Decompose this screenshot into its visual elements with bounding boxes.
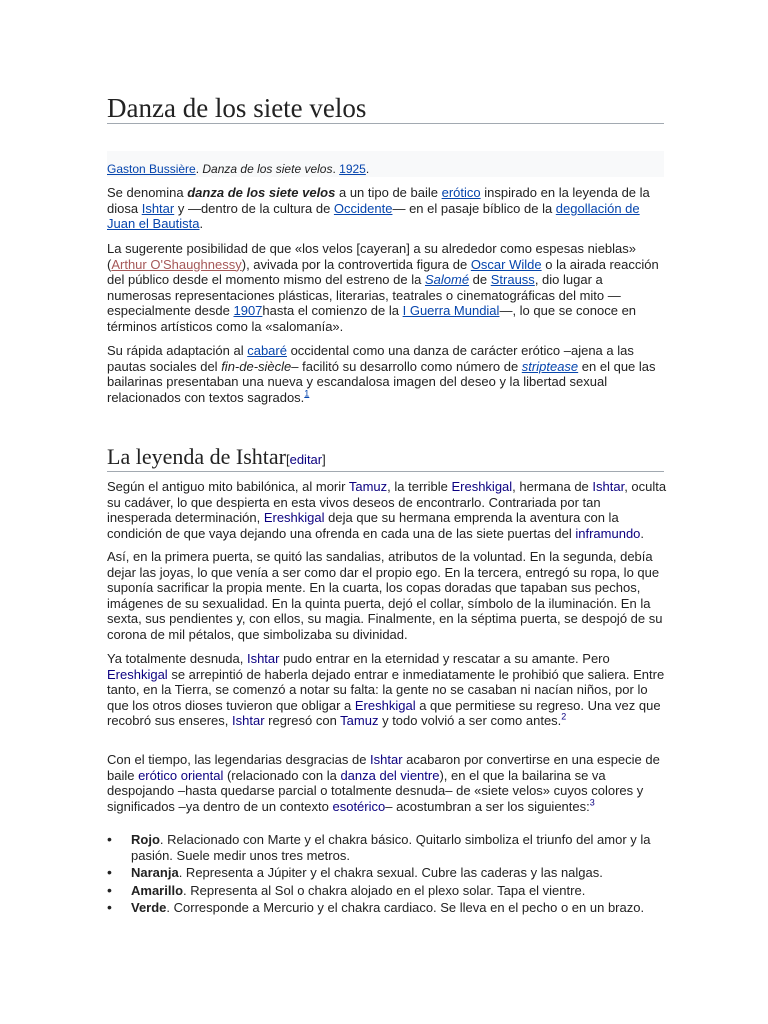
text: en el que las bailarinas presentaban una nueva y escandalosa imagen del deseo y la libertad sexual relacionados con textos sagrados. <box>107 358 656 405</box>
link-oscar-wilde[interactable]: Oscar Wilde <box>470 256 542 272</box>
link-tamuz[interactable]: Tamuz <box>348 479 388 494</box>
caption-end: . <box>365 162 370 176</box>
link-1907[interactable]: 1907 <box>233 303 263 319</box>
edit-bracket-close: ] <box>322 452 326 467</box>
link-ishtar[interactable]: Ishtar <box>592 479 625 494</box>
link-erotico-oriental[interactable]: erótico oriental <box>138 767 224 783</box>
veil-name: Amarillo <box>131 882 184 898</box>
text: deja que su hermana emprenda la aventura con la condición de que vaya dejando una ofrenda en cada una de las siete puertas del <box>107 510 619 541</box>
veil-description: . Corresponde a Mercurio y el chakra cardiaco. Se lleva en el pecho o en un brazo. <box>166 900 645 916</box>
text: , hermana de <box>512 479 593 494</box>
link-ereshkigal[interactable]: Ereshkigal <box>263 510 325 526</box>
link-salome[interactable]: Salomé <box>424 272 470 288</box>
section-paragraph-2: Así, en la primera puerta, se quitó las sandalias, atributos de la voluntad. En la segunda, debía dejar las joyas, lo que venía a ser como dar el propio ego. En la tercera, entregó su ropa, lo que suponía sacrificar la propia mente. En la cuarta, los copas doradas que tapaban sus pechos, imágenes de su sexualidad. En la quinta puerta, dejó el collar, símbolo de la iluminación. En la sexta, sus pendientes y, con ellos, su magia. Finalmente, en la séptima puerta, se despojó de su corona de mil pétalos, que simbolizaba su divinidad. <box>107 549 663 642</box>
veil-name: Rojo <box>131 832 160 847</box>
section-heading <box>107 442 664 472</box>
text: , oculta su cadáver, lo que despierta en esta vivos deseos de encontrarlo. Contrariada por tan inesperada determinación, <box>107 479 667 526</box>
caption-sep2: . <box>332 162 340 176</box>
link-ereshkigal[interactable]: Ereshkigal <box>107 666 168 682</box>
edit-section <box>286 452 326 467</box>
text: . <box>199 216 204 232</box>
caption-author-link[interactable]: Gaston Bussière <box>107 162 196 176</box>
section-paragraph-1 <box>107 479 667 541</box>
caption-sep: . <box>195 162 203 176</box>
text: —, lo que se conoce en términos artísticos como la «salomanía». <box>107 303 637 334</box>
link-strauss[interactable]: Strauss <box>490 272 535 288</box>
section-paragraph-4 <box>107 752 667 814</box>
text: a que permitiese su regreso. Una vez que recobró sus enseres, <box>107 697 661 729</box>
link-degollacion[interactable]: degollación de Juan el Bautista <box>107 200 640 232</box>
reference-3[interactable]: 3 <box>589 797 595 808</box>
list-item <box>107 865 667 881</box>
italic-term: fin-de-siècle <box>221 358 292 374</box>
list-item <box>107 832 667 863</box>
text: Según el antiguo mito babilónica, al morir <box>107 479 349 494</box>
text: — en el pasaje bíblico de la <box>392 200 556 216</box>
link-cabare[interactable]: cabaré <box>247 343 287 358</box>
intro-paragraph-3 <box>107 343 667 405</box>
link-inframundo[interactable]: inframundo <box>575 525 641 541</box>
link-esoterico[interactable]: esotérico <box>332 798 386 814</box>
link-striptease[interactable]: striptease <box>521 358 579 374</box>
text: Su rápida adaptación al <box>107 343 248 358</box>
veil-name: Verde <box>131 900 167 916</box>
link-tamuz[interactable]: Tamuz <box>340 713 379 729</box>
edit-bracket-open: [ <box>285 452 290 467</box>
veil-name: Naranja <box>131 865 179 881</box>
link-danza-del-vientre[interactable]: danza del vientre <box>340 767 440 783</box>
list-item <box>107 883 667 899</box>
veils-list <box>107 832 667 918</box>
intro-paragraph-2 <box>107 241 667 335</box>
link-ishtar[interactable]: Ishtar <box>246 651 280 666</box>
text: pudo entrar en la eternidad y rescatar a su amante. Pero <box>279 651 610 666</box>
text: y —dentro de la cultura de <box>174 200 334 216</box>
bold-term: danza de los siete velos <box>187 185 336 200</box>
link-ishtar[interactable]: Ishtar <box>141 200 175 216</box>
veil-description: . Relacionado con Marte y el chakra básico. Quitarlo simboliza el triunfo del amor y la pasión. Suele medir unos tres metros. <box>131 832 651 863</box>
text: Con el tiempo, las legendarias desgracias de <box>107 752 371 767</box>
reference-2[interactable]: 2 <box>561 712 567 723</box>
link-erotico[interactable]: erótico <box>441 185 481 200</box>
text: hasta el comienzo de la <box>262 303 403 319</box>
caption-year-link[interactable]: 1925 <box>339 162 366 176</box>
text: y todo volvió a ser como antes. <box>378 713 562 729</box>
text: – facilitó su desarrollo como número de <box>291 358 522 374</box>
caption-work: Danza de los siete velos <box>202 162 333 176</box>
text: ), avivada por la controvertida figura de <box>241 256 471 272</box>
veil-description: . Representa a Júpiter y el chakra sexual. Cubre las caderas y las nalgas. <box>178 865 603 881</box>
text: . <box>640 525 645 541</box>
text: occidental como una danza de carácter erótico –ajena a las pautas sociales del <box>107 343 634 374</box>
text: , dio lugar a numerosas representaciones plásticas, literarias, teatrales o cinematográficas del mito —especialmente desde <box>107 272 621 319</box>
link-ishtar[interactable]: Ishtar <box>232 713 265 729</box>
text: se arrepintió de haberla dejado entrar e inmediatamente le prohibió que saliera. Entre tanto, en la Tierra, se comenzó a notar su falta: la gente no se casaban ni nacían niños, por lo que los otros dioses tuvieron que obligar a <box>107 666 665 713</box>
link-guerra-mundial[interactable]: I Guerra Mundial <box>402 303 500 319</box>
link-ishtar[interactable]: Ishtar <box>370 752 403 767</box>
intro-paragraph-1 <box>107 185 667 232</box>
list-item <box>107 900 667 916</box>
text: regresó con <box>264 713 341 729</box>
edit-link[interactable]: editar <box>289 452 323 467</box>
text: – acostumbran a ser los siguientes: <box>385 798 590 814</box>
text: de <box>469 272 491 288</box>
text: (relacionado con la <box>223 767 341 783</box>
text: Ya totalmente desnuda, <box>107 651 247 666</box>
text: o la airada reacción del público desde el momento mismo del estreno de la <box>107 256 659 288</box>
section-title: La leyenda de Ishtar <box>107 444 286 469</box>
page-title: Danza de los siete velos <box>107 92 664 124</box>
text: ), en el que la bailarina se va despojando –hasta quedarse parcial o totalmente desnuda– de «siete velos» cuyos colores y significados –ya dentro de un contexto <box>107 767 644 814</box>
section-paragraph-3 <box>107 651 667 729</box>
text: inspirado en la leyenda de la diosa <box>107 185 650 216</box>
veil-description: . Representa al Sol o chakra alojado en el plexo solar. Tapa el vientre. <box>183 882 586 898</box>
text: acabaron por convertirse en una especie de baile <box>107 752 660 783</box>
text: a un tipo de baile <box>335 185 442 200</box>
link-ereshkigal[interactable]: Ereshkigal <box>354 697 416 713</box>
link-ereshkigal[interactable]: Ereshkigal <box>451 479 513 494</box>
link-oshaughnessy[interactable]: Arthur O'Shaughnessy <box>111 256 242 272</box>
image-caption <box>107 161 369 177</box>
text: , la terrible <box>387 479 452 494</box>
text: La sugerente posibilidad de que «los velos [cayeran] a su alrededor como espesas nieblas» ( <box>107 241 637 272</box>
link-occidente[interactable]: Occidente <box>333 200 393 216</box>
text: Se denomina <box>107 185 188 200</box>
reference-1[interactable]: 1 <box>304 388 310 399</box>
